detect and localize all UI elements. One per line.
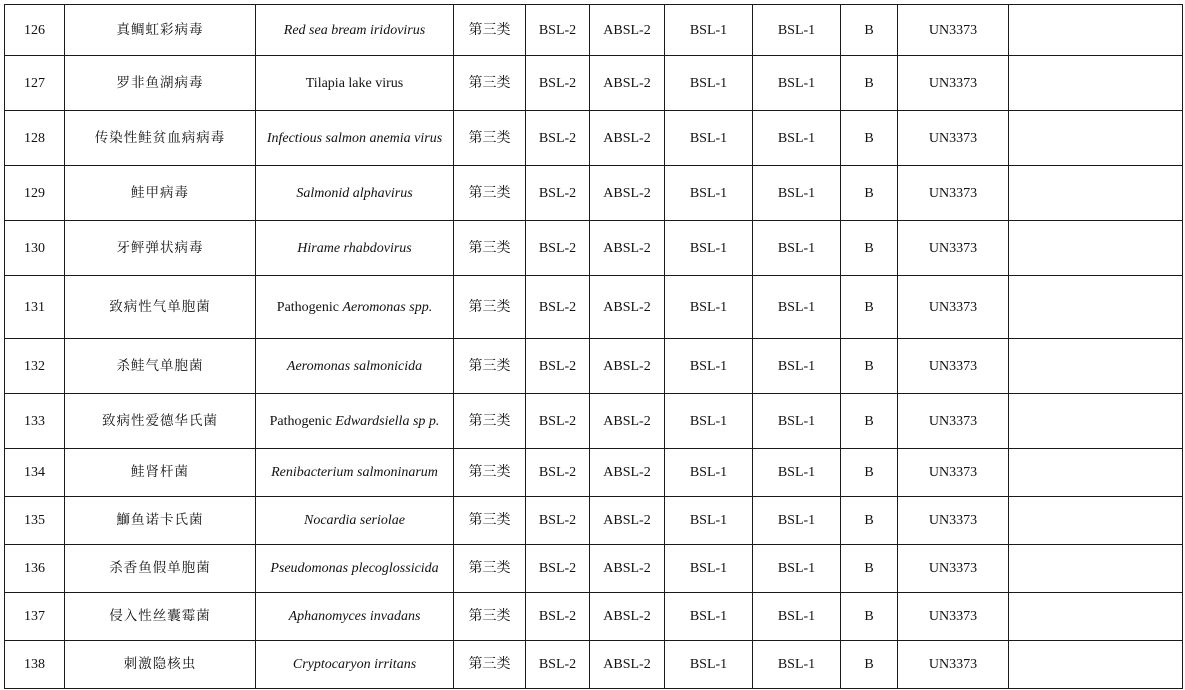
un-number-cell: UN3373	[898, 545, 1009, 593]
lab-level-cell: BSL-2	[526, 5, 590, 56]
lab-level-inactivated-cell: BSL-1	[753, 641, 841, 689]
row-number: 130	[5, 221, 65, 276]
lab-level-cell: BSL-2	[526, 593, 590, 641]
un-number-cell: UN3373	[898, 641, 1009, 689]
un-number-cell: UN3373	[898, 593, 1009, 641]
transport-class-cell: B	[841, 5, 898, 56]
transport-class-cell: B	[841, 276, 898, 339]
lab-level-inactivated-cell: BSL-1	[753, 5, 841, 56]
scientific-name-italic: Infectious salmon anemia virus	[266, 130, 443, 146]
un-number-cell: UN3373	[898, 5, 1009, 56]
hazard-category: 第三类	[454, 394, 526, 449]
table-row	[5, 276, 1183, 339]
animal-lab-level-cell: ABSL-2	[590, 339, 665, 394]
un-number-cell: UN3373	[898, 221, 1009, 276]
remarks-cell	[1009, 641, 1183, 689]
lab-level-cell: BSL-2	[526, 339, 590, 394]
scientific-name	[256, 166, 454, 221]
remarks-cell	[1009, 111, 1183, 166]
scientific-name	[256, 56, 454, 111]
lab-level-small-cell: BSL-1	[665, 449, 753, 497]
chinese-name: 致病性爱德华氏菌	[65, 394, 256, 449]
remarks-cell	[1009, 166, 1183, 221]
row-number: 128	[5, 111, 65, 166]
scientific-name	[256, 111, 454, 166]
lab-level-inactivated-cell: BSL-1	[753, 449, 841, 497]
transport-class-cell: B	[841, 56, 898, 111]
lab-level-cell: BSL-2	[526, 545, 590, 593]
pathogen-table	[4, 4, 1183, 689]
lab-level-cell: BSL-2	[526, 641, 590, 689]
hazard-category: 第三类	[454, 545, 526, 593]
scientific-name	[256, 641, 454, 689]
animal-lab-level-cell: ABSL-2	[590, 111, 665, 166]
row-number: 137	[5, 593, 65, 641]
chinese-name: 牙鲆弹状病毒	[65, 221, 256, 276]
lab-level-small-cell: BSL-1	[665, 166, 753, 221]
lab-level-cell: BSL-2	[526, 276, 590, 339]
chinese-name: 侵入性丝囊霉菌	[65, 593, 256, 641]
lab-level-inactivated-cell: BSL-1	[753, 221, 841, 276]
row-number: 126	[5, 5, 65, 56]
chinese-name: 鰤鱼诺卡氏菌	[65, 497, 256, 545]
scientific-name	[256, 449, 454, 497]
transport-class-cell: B	[841, 394, 898, 449]
hazard-category: 第三类	[454, 221, 526, 276]
remarks-cell	[1009, 545, 1183, 593]
un-number-cell: UN3373	[898, 394, 1009, 449]
hazard-category: 第三类	[454, 593, 526, 641]
scientific-name	[256, 545, 454, 593]
hazard-category: 第三类	[454, 276, 526, 339]
row-number: 131	[5, 276, 65, 339]
table-row	[5, 394, 1183, 449]
chinese-name: 鲑肾杆菌	[65, 449, 256, 497]
remarks-cell	[1009, 56, 1183, 111]
chinese-name: 杀香鱼假单胞菌	[65, 545, 256, 593]
transport-class-cell: B	[841, 497, 898, 545]
lab-level-small-cell: BSL-1	[665, 56, 753, 111]
scientific-name	[256, 339, 454, 394]
scientific-name-italic: Salmonid alphavirus	[296, 185, 413, 201]
lab-level-cell: BSL-2	[526, 497, 590, 545]
lab-level-cell: BSL-2	[526, 221, 590, 276]
lab-level-inactivated-cell: BSL-1	[753, 593, 841, 641]
un-number-cell: UN3373	[898, 497, 1009, 545]
transport-class-cell: B	[841, 111, 898, 166]
chinese-name: 传染性鲑贫血病病毒	[65, 111, 256, 166]
scientific-name	[256, 593, 454, 641]
remarks-cell	[1009, 339, 1183, 394]
lab-level-small-cell: BSL-1	[665, 593, 753, 641]
animal-lab-level-cell: ABSL-2	[590, 276, 665, 339]
hazard-category: 第三类	[454, 449, 526, 497]
table-row	[5, 111, 1183, 166]
lab-level-inactivated-cell: BSL-1	[753, 111, 841, 166]
scientific-name	[256, 221, 454, 276]
table-row	[5, 166, 1183, 221]
lab-level-small-cell: BSL-1	[665, 394, 753, 449]
lab-level-cell: BSL-2	[526, 111, 590, 166]
row-number: 132	[5, 339, 65, 394]
transport-class-cell: B	[841, 221, 898, 276]
un-number-cell: UN3373	[898, 56, 1009, 111]
table-row	[5, 56, 1183, 111]
row-number: 133	[5, 394, 65, 449]
animal-lab-level-cell: ABSL-2	[590, 56, 665, 111]
lab-level-inactivated-cell: BSL-1	[753, 56, 841, 111]
row-number: 127	[5, 56, 65, 111]
chinese-name: 刺激隐核虫	[65, 641, 256, 689]
scientific-name-italic: Nocardia seriolae	[304, 513, 405, 528]
row-number: 135	[5, 497, 65, 545]
scientific-name-italic: Cryptocaryon irritans	[292, 657, 417, 672]
lab-level-small-cell: BSL-1	[665, 221, 753, 276]
hazard-category: 第三类	[454, 641, 526, 689]
hazard-category: 第三类	[454, 56, 526, 111]
lab-level-small-cell: BSL-1	[665, 276, 753, 339]
lab-level-inactivated-cell: BSL-1	[753, 276, 841, 339]
animal-lab-level-cell: ABSL-2	[590, 5, 665, 56]
scientific-name	[256, 276, 454, 339]
remarks-cell	[1009, 221, 1183, 276]
scientific-name-italic: Aphanomyces invadans	[288, 609, 421, 624]
lab-level-cell: BSL-2	[526, 449, 590, 497]
scientific-name-italic: Hirame rhabdovirus	[297, 240, 412, 256]
remarks-cell	[1009, 593, 1183, 641]
lab-level-small-cell: BSL-1	[665, 545, 753, 593]
scientific-name-italic: Aeromonas spp.	[342, 299, 433, 315]
transport-class-cell: B	[841, 449, 898, 497]
table-row	[5, 641, 1183, 689]
lab-level-small-cell: BSL-1	[665, 497, 753, 545]
un-number-cell: UN3373	[898, 339, 1009, 394]
animal-lab-level-cell: ABSL-2	[590, 593, 665, 641]
row-number: 129	[5, 166, 65, 221]
scientific-name	[256, 5, 454, 56]
lab-level-inactivated-cell: BSL-1	[753, 339, 841, 394]
un-number-cell: UN3373	[898, 449, 1009, 497]
hazard-category: 第三类	[454, 339, 526, 394]
row-number: 134	[5, 449, 65, 497]
remarks-cell	[1009, 5, 1183, 56]
row-number: 136	[5, 545, 65, 593]
lab-level-inactivated-cell: BSL-1	[753, 497, 841, 545]
lab-level-inactivated-cell: BSL-1	[753, 166, 841, 221]
lab-level-cell: BSL-2	[526, 166, 590, 221]
table-row	[5, 497, 1183, 545]
hazard-category: 第三类	[454, 5, 526, 56]
chinese-name: 鲑甲病毒	[65, 166, 256, 221]
remarks-cell	[1009, 497, 1183, 545]
scientific-name-italic: Pseudomonas plecoglossicida	[270, 561, 439, 576]
un-number-cell: UN3373	[898, 276, 1009, 339]
chinese-name: 罗非鱼湖病毒	[65, 56, 256, 111]
lab-level-cell: BSL-2	[526, 56, 590, 111]
scientific-name-italic: Aeromonas salmonicida	[286, 358, 423, 374]
lab-level-inactivated-cell: BSL-1	[753, 545, 841, 593]
animal-lab-level-cell: ABSL-2	[590, 497, 665, 545]
chinese-name: 杀鲑气单胞菌	[65, 339, 256, 394]
table-row	[5, 545, 1183, 593]
animal-lab-level-cell: ABSL-2	[590, 221, 665, 276]
table-row	[5, 221, 1183, 276]
lab-level-cell: BSL-2	[526, 394, 590, 449]
hazard-category: 第三类	[454, 497, 526, 545]
hazard-category: 第三类	[454, 166, 526, 221]
remarks-cell	[1009, 276, 1183, 339]
hazard-category: 第三类	[454, 111, 526, 166]
document-page	[4, 4, 1182, 689]
transport-class-cell: B	[841, 339, 898, 394]
lab-level-small-cell: BSL-1	[665, 339, 753, 394]
lab-level-small-cell: BSL-1	[665, 641, 753, 689]
scientific-name-italic: Red sea bream iridovirus	[283, 22, 426, 38]
scientific-name-prefix: Tilapia lake virus	[305, 75, 404, 91]
un-number-cell: UN3373	[898, 166, 1009, 221]
animal-lab-level-cell: ABSL-2	[590, 394, 665, 449]
animal-lab-level-cell: ABSL-2	[590, 641, 665, 689]
scientific-name-italic: Renibacterium salmoninarum	[271, 465, 438, 480]
table-row	[5, 339, 1183, 394]
table-body	[5, 5, 1183, 689]
chinese-name: 真鲷虹彩病毒	[65, 5, 256, 56]
remarks-cell	[1009, 449, 1183, 497]
scientific-name-prefix: Pathogenic	[276, 299, 343, 315]
animal-lab-level-cell: ABSL-2	[590, 545, 665, 593]
table-row	[5, 449, 1183, 497]
lab-level-inactivated-cell: BSL-1	[753, 394, 841, 449]
chinese-name: 致病性气单胞菌	[65, 276, 256, 339]
animal-lab-level-cell: ABSL-2	[590, 166, 665, 221]
table-row	[5, 5, 1183, 56]
transport-class-cell: B	[841, 166, 898, 221]
scientific-name-italic: Edwardsiella sp p.	[335, 413, 440, 429]
transport-class-cell: B	[841, 545, 898, 593]
scientific-name	[256, 394, 454, 449]
transport-class-cell: B	[841, 641, 898, 689]
remarks-cell	[1009, 394, 1183, 449]
transport-class-cell: B	[841, 593, 898, 641]
lab-level-small-cell: BSL-1	[665, 5, 753, 56]
table-row	[5, 593, 1183, 641]
scientific-name	[256, 497, 454, 545]
lab-level-small-cell: BSL-1	[665, 111, 753, 166]
animal-lab-level-cell: ABSL-2	[590, 449, 665, 497]
row-number: 138	[5, 641, 65, 689]
un-number-cell: UN3373	[898, 111, 1009, 166]
scientific-name-prefix: Pathogenic	[269, 413, 336, 429]
